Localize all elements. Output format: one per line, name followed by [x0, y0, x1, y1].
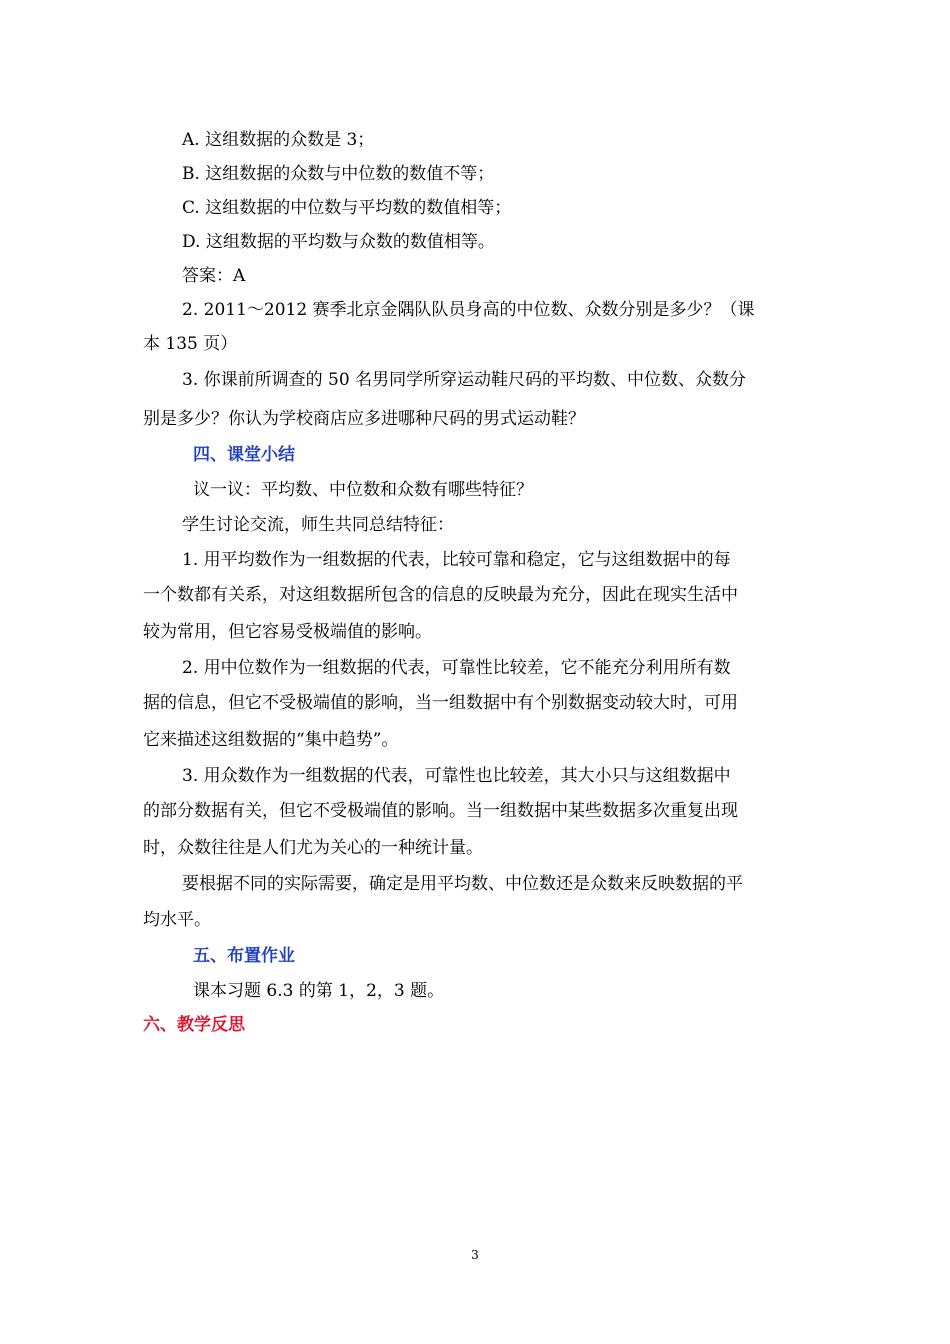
homework-text: 课本习题 6.3 的第 1，2，3 题。 [193, 981, 445, 1001]
summary-intro: 学生讨论交流，师生共同总结特征： [182, 515, 454, 535]
conclusion-line-1: 要根据不同的实际需要，确定是用平均数、中位数还是众数来反映数据的平 [182, 874, 743, 894]
question-3-line-1: 3. 你课前所调查的 50 名男同学所穿运动鞋尺码的平均数、中位数、众数分 [182, 370, 747, 390]
answer-line: 答案：A [182, 266, 246, 286]
page-number: 3 [471, 1248, 479, 1262]
option-c: C. 这组数据的中位数与平均数的数值相等； [182, 198, 512, 218]
conclusion-line-2: 均水平。 [143, 910, 211, 930]
section-6-heading: 六、教学反思 [143, 1015, 245, 1035]
section-5-heading: 五、布置作业 [193, 946, 295, 966]
mode-feature-line-2: 的部分数据有关，但它不受极端值的影响。当一组数据中某些数据多次重复出现 [143, 801, 738, 821]
mean-feature-line-1: 1. 用平均数作为一组数据的代表，比较可靠和稳定，它与这组数据中的每 [182, 550, 731, 570]
discussion-prompt: 议一议：平均数、中位数和众数有哪些特征？ [193, 480, 533, 500]
mode-feature-line-3: 时，众数往往是人们尤为关心的一种统计量。 [143, 838, 483, 858]
mode-feature-line-1: 3. 用众数作为一组数据的代表，可靠性也比较差，其大小只与这组数据中 [182, 766, 731, 786]
median-feature-line-3: 它来描述这组数据的“集中趋势”。 [143, 730, 399, 750]
median-feature-line-2: 据的信息，但它不受极端值的影响，当一组数据中有个别数据变动较大时，可用 [143, 693, 738, 713]
mean-feature-line-3: 较为常用，但它容易受极端值的影响。 [143, 622, 432, 642]
option-b: B. 这组数据的众数与中位数的数值不等； [182, 164, 495, 184]
option-d: D. 这组数据的平均数与众数的数值相等。 [182, 232, 495, 252]
question-2-line-1: 2. 2011～2012 赛季北京金隅队队员身高的中位数、众数分别是多少？（课 [182, 300, 755, 320]
option-a: A. 这组数据的众数是 3； [182, 130, 375, 150]
section-4-heading: 四、课堂小结 [193, 445, 295, 465]
question-2-line-2: 本 135 页） [143, 334, 238, 354]
median-feature-line-1: 2. 用中位数作为一组数据的代表，可靠性比较差，它不能充分利用所有数 [182, 658, 731, 678]
mean-feature-line-2: 一个数都有关系，对这组数据所包含的信息的反映最为充分，因此在现实生活中 [143, 585, 738, 605]
question-3-line-2: 别是多少？你认为学校商店应多进哪种尺码的男式运动鞋？ [143, 409, 585, 429]
